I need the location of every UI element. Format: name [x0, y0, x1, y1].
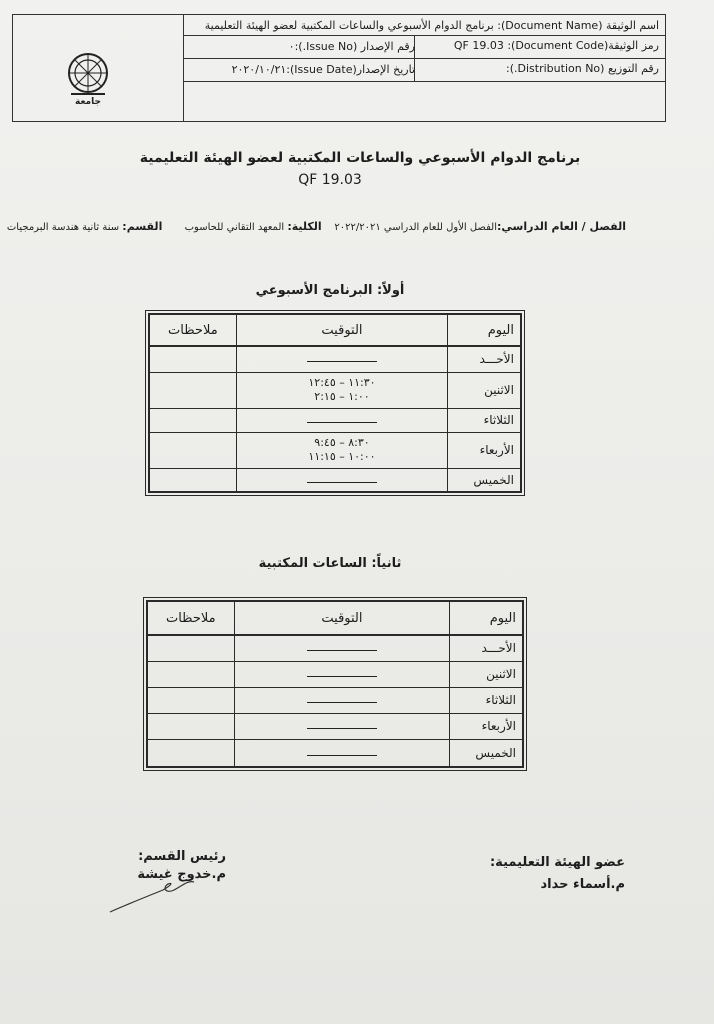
time-cell — [234, 687, 450, 713]
notes-cell — [147, 687, 234, 713]
header-row-distribution — [184, 59, 665, 82]
semester-label: الفصل / العام الدراسي: — [497, 220, 626, 233]
document-code: رمز الوثيقة(Document Code): QF 19.03 — [453, 39, 659, 52]
time-cell — [236, 346, 448, 372]
office-hours-heading: ثانياً: الساعات المكتبية — [258, 556, 402, 571]
semester-value: الفصل الأول للعام الدراسي ٢٠٢٢/٢٠٢١ — [334, 222, 497, 233]
document-header-table — [12, 14, 666, 122]
dept-head-name: م.خدوج غيشة — [137, 867, 226, 882]
col-time: التوقيت — [234, 601, 450, 635]
col-notes: ملاحظات — [149, 314, 236, 346]
dept-label: القسم: — [122, 220, 163, 233]
document-code-title: QF 19.03 — [298, 172, 362, 188]
day-cell: الخميس — [448, 468, 521, 492]
distribution-no: رقم التوزيع (Distribution No.): — [506, 62, 659, 75]
faculty-signature-block — [480, 852, 625, 896]
notes-cell — [149, 432, 236, 468]
header-row-document-name — [184, 15, 665, 36]
header-row-code — [184, 36, 665, 59]
time-cell — [236, 432, 448, 468]
day-cell: الثلاثاء — [450, 687, 523, 713]
table-row — [147, 687, 523, 713]
table-row — [149, 346, 521, 372]
time-cell — [236, 468, 448, 492]
document-name: اسم الوثيقة (Document Name): برنامج الدوام الأسبوعي والساعات المكتبية لعضو الهيئة التعليمية — [204, 19, 659, 32]
col-notes: ملاحظات — [147, 601, 234, 635]
table-row — [149, 408, 521, 432]
day-cell: الاثنين — [450, 661, 523, 687]
dept-head-label: رئيس القسم: — [138, 849, 226, 864]
time-slot: ١١:٣٠ – ١٢:٤٥ — [308, 376, 376, 389]
table-row — [149, 468, 521, 492]
day-cell: الأحـــد — [448, 346, 521, 372]
notes-cell — [147, 713, 234, 739]
col-day: اليوم — [448, 314, 521, 346]
notes-cell — [149, 372, 236, 408]
day-cell: الخميس — [450, 739, 523, 767]
logo-cell — [13, 15, 184, 121]
notes-cell — [147, 739, 234, 767]
table-row — [147, 661, 523, 687]
day-cell: الثلاثاء — [448, 408, 521, 432]
day-cell: الاثنين — [448, 372, 521, 408]
table-row — [149, 432, 521, 468]
time-slot: ١:٠٠ – ٢:١٥ — [314, 390, 370, 403]
issue-date: تاريخ الإصدار(Issue Date):٢٠٢٠/١٠/٢١ — [231, 63, 415, 76]
faculty-name: م.أسماء حداد — [540, 877, 625, 892]
college-label: الكلية: — [287, 220, 322, 233]
university-logo — [59, 49, 117, 107]
time-slot: ٨:٣٠ – ٩:٤٥ — [314, 436, 370, 449]
issue-no: رقم الإصدار (Issue No.):٠ — [288, 40, 415, 53]
time-cell — [234, 713, 450, 739]
time-cell — [236, 372, 448, 408]
course-meta — [6, 220, 626, 233]
office-hours-table — [146, 600, 524, 768]
weekly-schedule-table — [148, 313, 522, 493]
table-row — [147, 635, 523, 661]
day-cell: الأحـــد — [450, 635, 523, 661]
day-cell: الأربعاء — [448, 432, 521, 468]
logo-text: جامعة — [75, 97, 101, 107]
header-row-empty — [184, 82, 665, 102]
notes-cell — [149, 346, 236, 372]
table-row — [147, 739, 523, 767]
college-value: المعهد التقاني للحاسوب — [184, 222, 285, 233]
time-slot: ١٠:٠٠ – ١١:١٥ — [308, 450, 376, 463]
time-cell — [234, 739, 450, 767]
faculty-label: عضو الهيئة التعليمية: — [489, 855, 625, 870]
notes-cell — [147, 635, 234, 661]
table-row — [147, 713, 523, 739]
col-day: اليوم — [450, 601, 523, 635]
notes-cell — [149, 408, 236, 432]
dept-value: سنة ثانية هندسة البرمجيات — [6, 222, 120, 233]
table-row — [149, 372, 521, 408]
day-cell: الأربعاء — [450, 713, 523, 739]
col-time: التوقيت — [236, 314, 448, 346]
time-cell — [236, 408, 448, 432]
time-cell — [234, 661, 450, 687]
time-cell — [234, 635, 450, 661]
notes-cell — [147, 661, 234, 687]
notes-cell — [149, 468, 236, 492]
weekly-heading: أولاً: البرنامج الأسبوعي — [255, 283, 405, 298]
document-title: برنامج الدوام الأسبوعي والساعات المكتبية لعضو الهيئة التعليمية — [139, 150, 581, 166]
handwritten-signature — [108, 876, 218, 916]
